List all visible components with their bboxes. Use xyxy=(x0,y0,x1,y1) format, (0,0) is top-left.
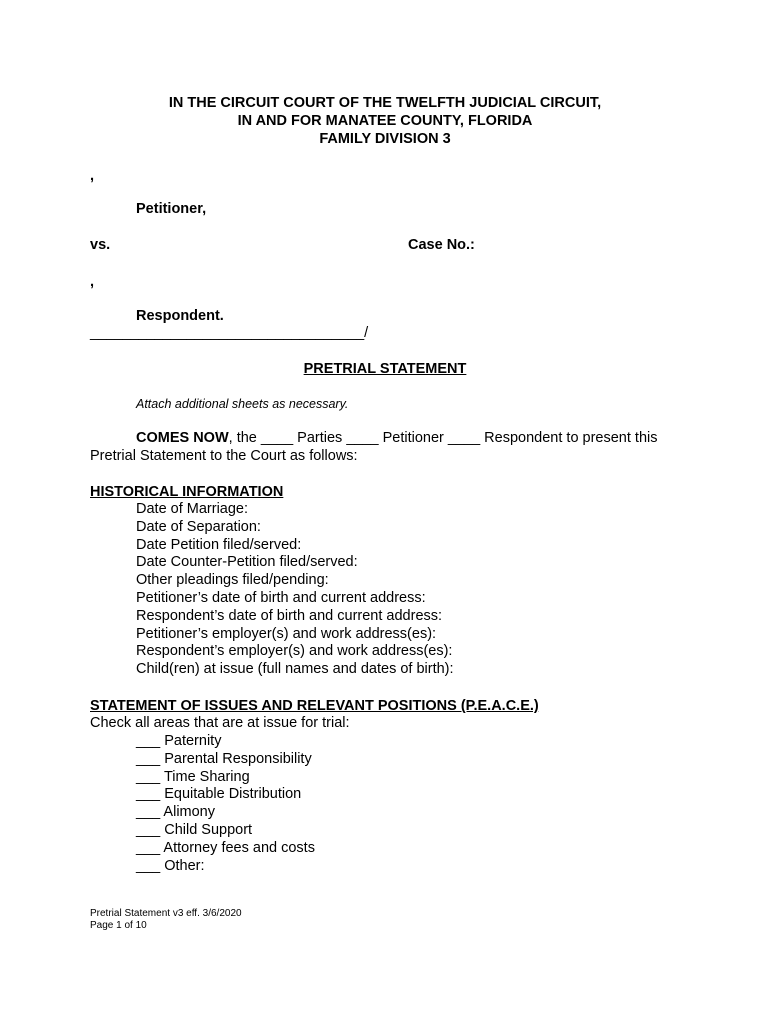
list-item: Date Counter-Petition filed/served: xyxy=(136,554,358,571)
checklist-item-paternity[interactable]: ___ Paternity xyxy=(136,733,222,749)
historical-list xyxy=(136,501,454,679)
versus-label: vs. xyxy=(90,237,111,253)
footer-page-number: Page 1 of 10 xyxy=(90,920,147,931)
checklist-item-attorney-fees[interactable]: ___ Attorney fees and costs xyxy=(136,839,315,856)
petitioner-name-placeholder: , xyxy=(90,168,95,184)
list-item: Petitioner’s employer(s) and work address(es): xyxy=(136,625,437,642)
checklist-item-equitable-distribution[interactable]: ___ Equitable Distribution xyxy=(136,786,302,803)
list-item: Date Petition filed/served: xyxy=(136,536,302,553)
checklist-item-alimony[interactable]: ___ Alimony xyxy=(136,804,215,821)
list-item: Other pleadings filed/pending: xyxy=(136,572,329,589)
list-item: Petitioner’s date of birth and current address: xyxy=(136,589,426,606)
checklist-item-child-support[interactable]: ___ Child Support xyxy=(136,821,253,838)
list-item: Child(ren) at issue (full names and dates of birth): xyxy=(136,661,454,678)
issues-heading: STATEMENT OF ISSUES AND RELEVANT POSITIONS (P.E.A.C.E.) xyxy=(90,698,539,714)
list-item: Respondent’s date of birth and current address: xyxy=(136,607,443,624)
petitioner-label: Petitioner, xyxy=(136,201,207,217)
intro-line-2: Pretrial Statement to the Court as follows: xyxy=(90,448,358,464)
list-item: Date of Separation: xyxy=(136,518,261,535)
respondent-name-placeholder: , xyxy=(90,274,95,290)
checklist-item-parental-responsibility[interactable]: ___ Parental Responsibility xyxy=(136,750,312,767)
list-item: Date of Marriage: xyxy=(136,501,249,517)
instruction-text: Attach additional sheets as necessary. xyxy=(136,397,349,411)
issues-subheading: Check all areas that are at issue for trial: xyxy=(90,715,350,731)
comes-now-text: COMES NOW xyxy=(136,430,229,446)
court-header-line-3: FAMILY DIVISION 3 xyxy=(319,131,451,147)
intro-line-1 xyxy=(136,430,658,446)
case-number-label: Case No.: xyxy=(408,237,475,253)
document-title: PRETRIAL STATEMENT xyxy=(303,361,467,377)
checklist-item-time-sharing[interactable]: ___ Time Sharing xyxy=(136,768,250,785)
court-header-line-2: IN AND FOR MANATEE COUNTY, FLORIDA xyxy=(237,113,533,129)
footer-version: Pretrial Statement v3 eff. 3/6/2020 xyxy=(90,908,242,919)
historical-heading: HISTORICAL INFORMATION xyxy=(90,484,284,500)
respondent-label: Respondent. xyxy=(136,308,224,324)
intro-rest-text: , the ____ Parties ____ Petitioner ____ Respondent to present this xyxy=(228,430,658,446)
court-header xyxy=(0,94,770,148)
page-footer xyxy=(90,908,242,932)
checklist-item-other[interactable]: ___ Other: xyxy=(136,857,205,874)
caption-signature-line: __________________________________/ xyxy=(90,325,369,341)
issues-checklist xyxy=(136,733,315,875)
list-item: Respondent’s employer(s) and work address(es): xyxy=(136,643,453,660)
court-header-line-1: IN THE CIRCUIT COURT OF THE TWELFTH JUDICIAL CIRCUIT, xyxy=(168,95,602,111)
